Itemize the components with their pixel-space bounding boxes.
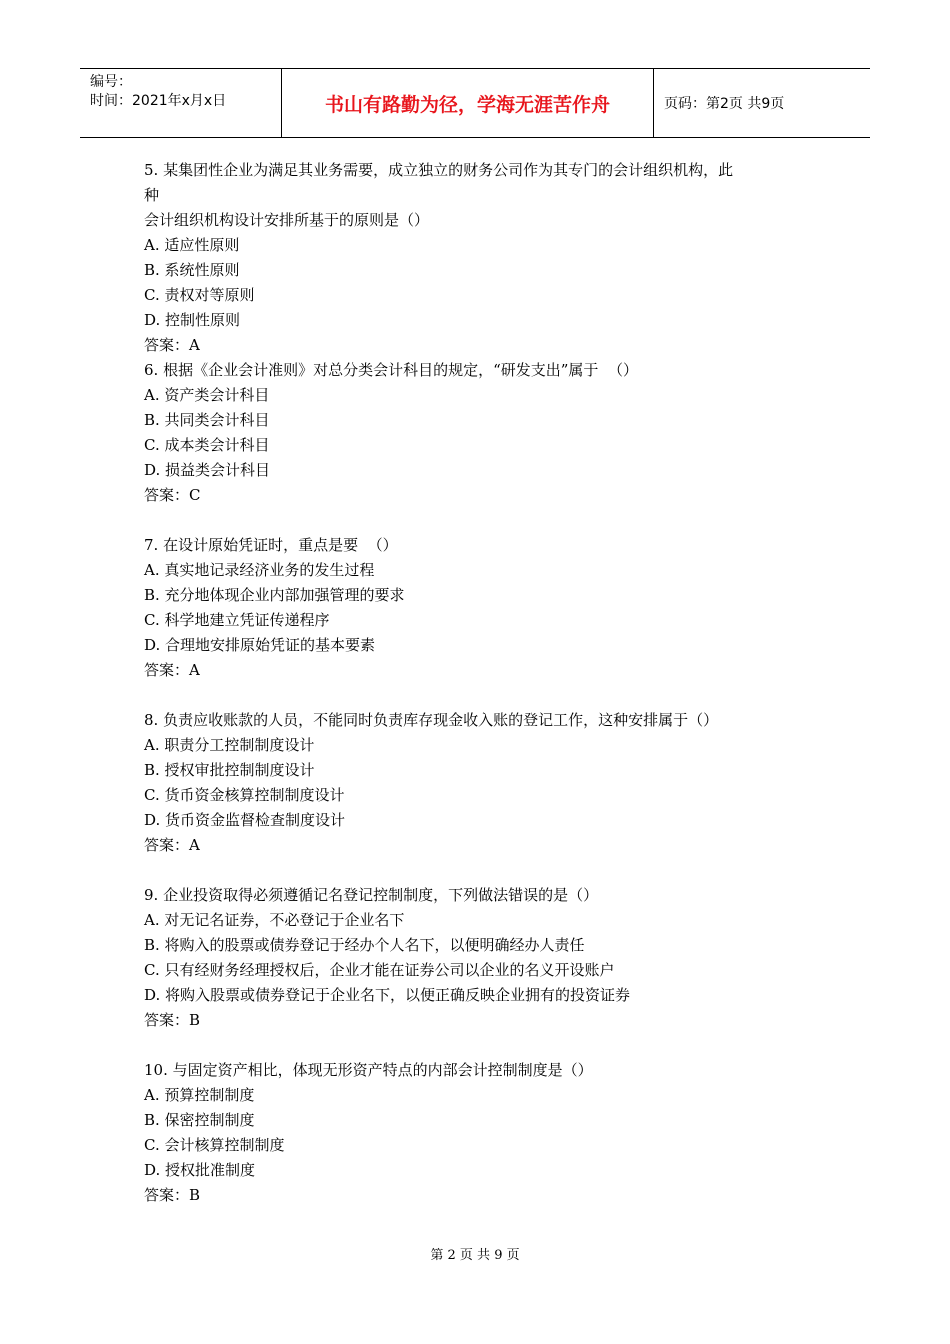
answer-key: 答案：A: [144, 336, 200, 354]
question-block: [144, 1058, 824, 1208]
page-footer: 第 2 页 共 9 页: [430, 1248, 520, 1263]
answer-key: 答案：B: [144, 1011, 201, 1029]
answer-option: D. 合理地安排原始凭证的基本要素: [144, 636, 376, 654]
answer-option: A. 适应性原则: [144, 236, 240, 254]
answer-option: D. 授权批准制度: [144, 1161, 256, 1179]
answer-option: C. 科学地建立凭证传递程序: [144, 611, 330, 629]
question-block: [144, 358, 824, 508]
time-label: 时间：2021年x月x日: [90, 93, 227, 109]
answer-key: 答案：A: [144, 836, 200, 854]
block-spacer: [144, 858, 824, 883]
answer-option: A. 预算控制制度: [144, 1086, 255, 1104]
answer-option: B. 保密控制制度: [144, 1111, 255, 1129]
question-text: 7. 在设计原始凭证时，重点是要 （）: [144, 536, 398, 554]
question-block: [144, 708, 824, 858]
header-page-info: 页码：第2页 共9页: [664, 96, 785, 112]
answer-option: C. 货币资金核算控制制度设计: [144, 786, 345, 804]
question-text: 10. 与固定资产相比，体现无形资产特点的内部会计控制制度是（）: [144, 1061, 593, 1079]
block-spacer: [144, 683, 824, 708]
question-list: [144, 158, 824, 1208]
block-spacer: [144, 1033, 824, 1058]
answer-option: C. 责权对等原则: [144, 286, 255, 304]
question-text: 会计组织机构设计安排所基于的原则是（）: [144, 211, 430, 229]
question-block: [144, 533, 824, 683]
answer-option: B. 充分地体现企业内部加强管理的要求: [144, 586, 405, 604]
answer-option: A. 职责分工控制制度设计: [144, 736, 315, 754]
answer-option: D. 控制性原则: [144, 311, 241, 329]
question-text: 6. 根据《企业会计准则》对总分类会计科目的规定，“研发支出”属于 （）: [144, 361, 638, 379]
question-text: 种: [144, 186, 160, 204]
serial-label: 编号：: [90, 74, 132, 90]
answer-key: 答案：A: [144, 661, 200, 679]
answer-option: A. 资产类会计科目: [144, 386, 270, 404]
answer-option: B. 系统性原则: [144, 261, 240, 279]
page-header: [80, 68, 870, 138]
answer-option: C. 会计核算控制制度: [144, 1136, 285, 1154]
answer-option: C. 成本类会计科目: [144, 436, 270, 454]
answer-option: D. 货币资金监督检查制度设计: [144, 811, 346, 829]
answer-option: A. 真实地记录经济业务的发生过程: [144, 561, 375, 579]
question-text: 8. 负责应收账款的人员，不能同时负责库存现金收入账的登记工作，这种安排属于（）: [144, 711, 719, 729]
answer-option: B. 共同类会计科目: [144, 411, 270, 429]
answer-option: D. 将购入股票或债券登记于企业名下，以便正确反映企业拥有的投资证券: [144, 986, 631, 1004]
answer-option: A. 对无记名证券，不必登记于企业名下: [144, 911, 405, 929]
answer-option: D. 损益类会计科目: [144, 461, 271, 479]
header-meta: [80, 69, 282, 137]
answer-key: 答案：B: [144, 1186, 201, 1204]
answer-option: B. 授权审批控制制度设计: [144, 761, 315, 779]
header-motto: 书山有路勤为径，学海无涯苦作舟: [282, 69, 654, 137]
question-text: 5. 某集团性企业为满足其业务需要，成立独立的财务公司作为其专门的会计组织机构，此: [144, 161, 734, 179]
answer-key: 答案：C: [144, 486, 201, 504]
question-block: [144, 158, 824, 358]
question-block: [144, 883, 824, 1033]
answer-option: B. 将购入的股票或债券登记于经办个人名下，以便明确经办人责任: [144, 936, 585, 954]
block-spacer: [144, 508, 824, 533]
question-text: 9. 企业投资取得必须遵循记名登记控制制度，下列做法错误的是（）: [144, 886, 599, 904]
answer-option: C. 只有经财务经理授权后，企业才能在证券公司以企业的名义开设账户: [144, 961, 615, 979]
